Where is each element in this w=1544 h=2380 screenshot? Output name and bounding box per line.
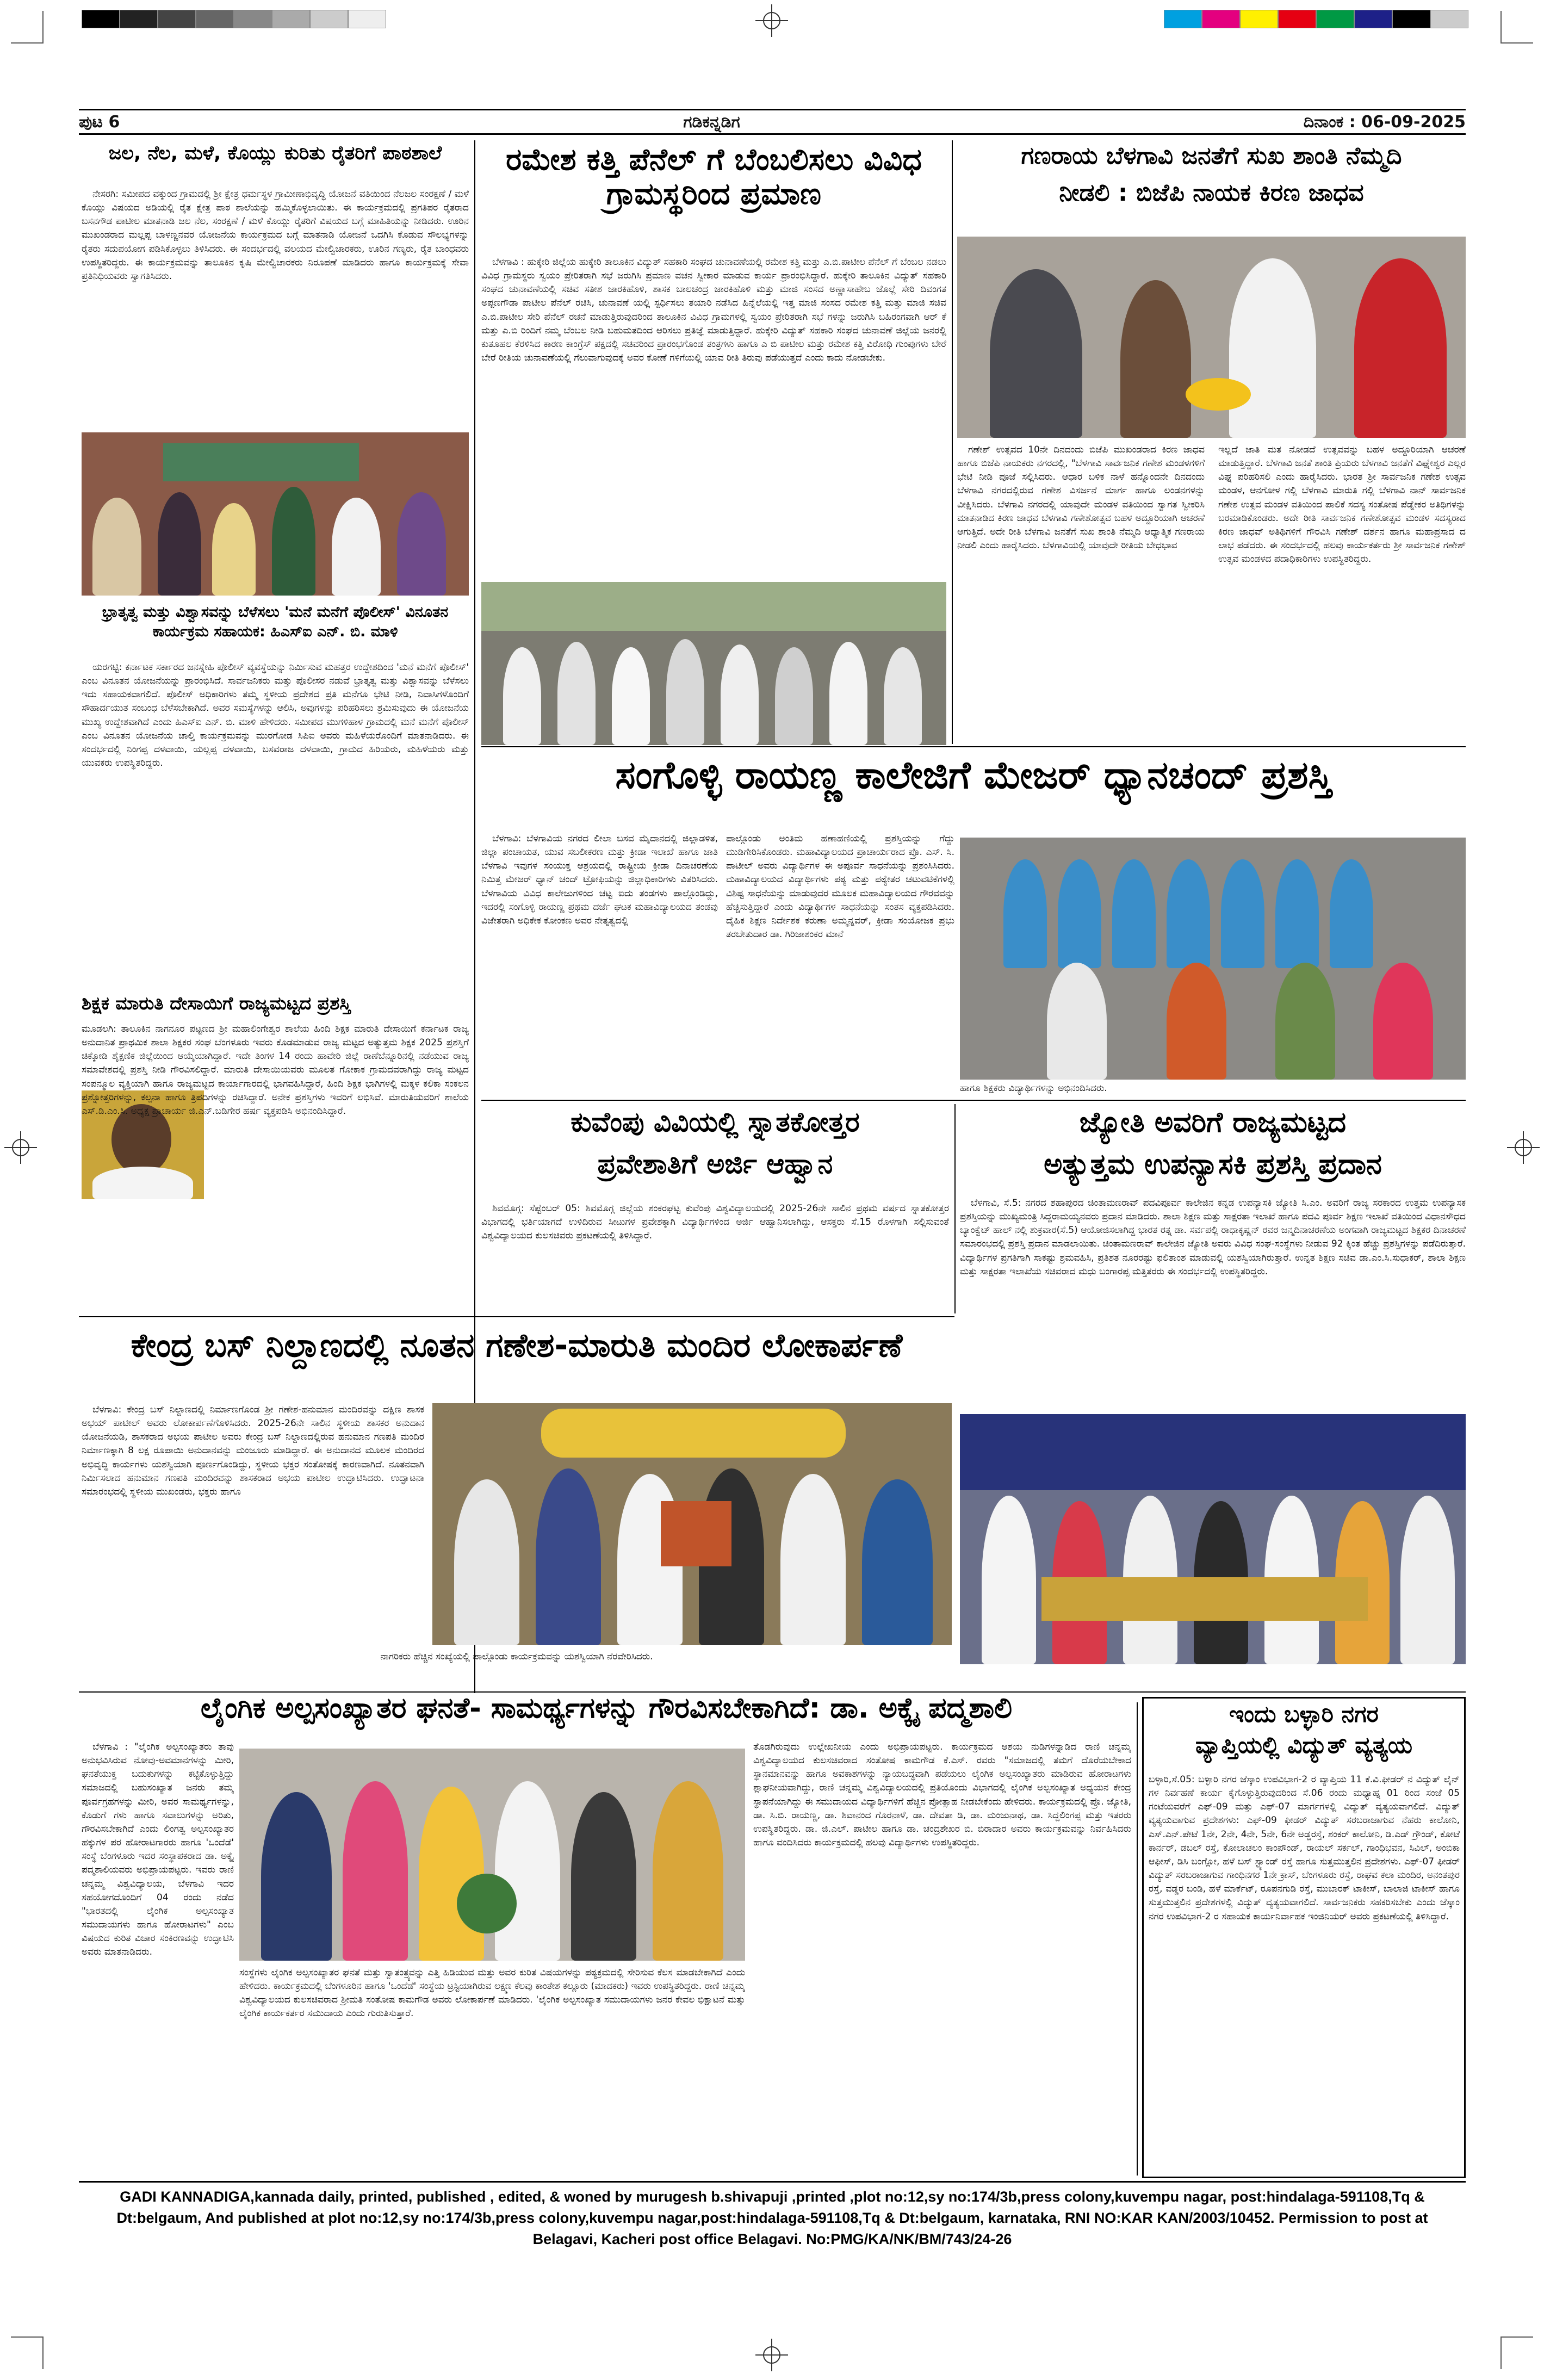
corner-mark-icon (11, 11, 44, 44)
ganaraya-photo (957, 237, 1466, 438)
imprint-line-1: GADI KANNADIGA,kannada daily, printed, published , edited, & woned by murugesh b.shivapuji ,printed ,plot no:12,sy no:174/3b,press colony,kuvempu nagar, post:hindalaga-591108,Tq & (120, 2189, 1425, 2205)
ramesh-headline: ರಮೇಶ ಕತ್ತಿ ಪೆನೆಲ್ ಗೆ ಬೆಂಬಲಿಸಲು ವಿವಿಧ ಗ್ರಾಮಸ್ಥರಿಂದ ಪ್ರಮಾಣ (506, 142, 922, 212)
sangolli-caption: ಹಾಗೂ ಶಿಕ್ಷಕರು ವಿದ್ಯಾರ್ಥಿಗಳನ್ನು ಅಭಿನಂದಿಸಿದರು. (960, 1083, 1107, 1094)
bus-stand-headline: ಕೇಂದ್ರ ಬಸ್ ನಿಲ್ದಾಣದಲ್ಲಿ ನೂತನ ಗಣೇಶ-ಮಾರುತಿ ಮಂದಿರ ಲೋಕಾರ್ಪಣೆ (131, 1327, 903, 1365)
power-cut-headline-line1: ಇಂದು ಬಳ್ಳಾರಿ ನಗರ (1229, 1701, 1379, 1727)
kuvempu-body: ಶಿವಮೊಗ್ಗ: ಸೆಪ್ಟೆಂಬರ್ 05: ಶಿವಮೊಗ್ಗ ಜಿಲ್ಲೆಯ ಶಂಕರಘಟ್ಟ ಕುವೆಂಪು ವಿಶ್ವವಿದ್ಯಾಲಯದಲ್ಲಿ 2025-26ನೇ ಸಾಲಿನ ಪ್ರಥಮ ವರ್ಷದ ಸ್ನಾತಕೋತ್ತರ ವಿಭಾಗದಲ್ಲಿ ಭರ್ತಿಯಾಗದೆ ಉಳಿದಿರುವ ಸೀಟುಗಳ ಪ್ರವೇಶಕ್ಕಾಗಿ ವಿದ್ಯಾರ್ಥಿಗಳಿಂದ ಅರ್ಜಿ ಆಹ್ವಾನಿಸಲಾಗಿದ್ದು, ಆಸಕ್ತರು ಸೆ.15 ರೊಳಗಾಗಿ ಸಲ್ಲಿಸುವಂತೆ ವಿಶ್ವವಿದ್ಯಾಲಯದ ಕುಲಸಚಿವರು ಪ್ರಕಟಣೆಯಲ್ಲಿ ತಿಳಿಸಿದ್ದಾರೆ. (481, 1203, 949, 1242)
column-rule (952, 140, 953, 744)
jyoti-body: ಬೆಳಗಾವಿ, ಸೆ.5: ನಗರದ ಶಹಾಪುರದ ಚಿಂತಾಮಣರಾವ್ ಪದವಿಪೂರ್ವ ಕಾಲೇಜಿನ ಕನ್ನಡ ಉಪನ್ಯಾಸಕಿ ಜ್ಯೋತಿ ಸಿ.ಎಂ. ಅವರಿಗೆ ರಾಜ್ಯ ಸರಕಾರದ ಉತ್ತಮ ಉಪನ್ಯಾಸಕ ಪ್ರಶಸ್ತಿಯನ್ನು ಮುಖ್ಯಮಂತ್ರಿ ಸಿದ್ದರಾಮಯ್ಯನವರು ಪ್ರದಾನ ಮಾಡಿದರು. ಶಾಲಾ ಶಿಕ್ಷಣ ಮತ್ತು ಸಾಕ್ಷರತಾ ಇಲಾಖೆ ಹಾಗೂ ಪದವಿ ಪೂರ್ವ ಶಿಕ್ಷಣ ಇಲಾಖೆ ವತಿಯಿಂದ ವಿಧಾನಸೌಧದ ಬ್ಯಾಂಕ್ವೆಟ್ ಹಾಲ್ ನಲ್ಲಿ ಶುಕ್ರವಾರ(ಸೆ.5) ಆಯೋಜಿಸಲಾಗಿದ್ದ ಭಾರತ ರತ್ನ ಡಾ. ಸರ್ವಪಲ್ಲಿ ರಾಧಾಕೃಷ್ಣನ್ ರವರ ಜನ್ಮದಿನಾಚರಣೆಯ ಅಂಗವಾಗಿ ರಾಜ್ಯಮಟ್ಟದ ಶಿಕ್ಷಕರ ದಿನಾಚರಣೆ ಸಮಾರಂಭದಲ್ಲಿ ಪ್ರಶಸ್ತಿ ಪ್ರದಾನ ಮಾಡಲಾಯಿತು. ಚಿಂತಾಮಣರಾವ್ ಕಾಲೇಜಿನ ಜ್ಯೋತಿ ಅವರು ವಿವಿಧ ಸಂಘ-ಸಂಸ್ಥೆಗಳು ನೀಡುವ 92 ಕ್ಕಿಂತ ಹೆಚ್ಚು ಪ್ರಶಸ್ತಿಗಳನ್ನು ಪಡೆದಿರುತ್ತಾರೆ. ವಿದ್ಯಾರ್ಥಿಗಳ ಪ್ರಗತಿಗಾಗಿ ಸಾಕಷ್ಟು ಶ್ರಮವಹಿಸಿ, ಪ್ರತಿಶತ ನೂರರಷ್ಟು ಫಲಿತಾಂಶ ಮಾಡುವಲ್ಲಿ ಯಶಸ್ವಿಯಾಗಿರುತ್ತಾರೆ. ಉನ್ನತ ಶಿಕ್ಷಣ ಸಚಿವ ಡಾ.ಎಂ.ಸಿ.ಸುಧಾಕರ್, ಶಾಲಾ ಶಿಕ್ಷಣ ಮತ್ತು ಸಾಕ್ಷರತಾ ಇಲಾಖೆಯ ಸಚಿವರಾದ ಮಧು ಬಂಗಾರಪ್ಪ ಮತ್ತಿತರರು ಈ ಸಂದರ್ಭದಲ್ಲಿ ಉಪಸ್ಥಿತರಿದ್ದರು. (960, 1198, 1466, 1277)
ramesh-rally-photo (481, 582, 946, 745)
ganaraya-body-col1: ಗಣೇಶ್ ಉತ್ಸವದ 10ನೇ ದಿನದಂದು ಬಿಜೆಪಿ ಮುಖಂಡರಾದ ಕಿರಣ ಜಾಧವ ಹಾಗೂ ಬಿಜೆಪಿ ನಾಯಕರು ನಗರದಲ್ಲಿ, "ಬೆಳಗಾವಿ ಸಾರ್ವಜನಿಕ ಗಣೇಶ ಮಂಡಳಗಳಿಗೆ ಭೇಟಿ ನೀಡಿ ಪೂಜೆ ಸಲ್ಲಿಸಿದರು. ಆಧಾರ ಬಳಿಕ ನಾಳೆ ಹನ್ನೊಂದನೇ ದಿನದಂದು ಬೆಳಗಾವಿ ನಗರದಲ್ಲಿರುವ ಗಣೇಶ ವಿಸರ್ಜನೆ ಮಾರ್ಗ ಹಾಗೂ ಲಂಡನಗಳನ್ನು ವೀಕ್ಷಿಸಿದರು. ಬೆಳಗಾವಿ ನಗರದಲ್ಲಿ ಯಾವುದೇ ಮಂಡಳ ವತಿಯಿಂದ ಸ್ವಾಗತ ಸ್ವೀಕರಿಸಿ ಮಾತನಾಡಿದ ಕಿರಣ ಜಾಧವ ಬೆಳಗಾವಿ ಗಣೇಶೋತ್ಸವ ಬಹಳ ಅದ್ದೂರಿಯಾಗಿ ಆಚರಣೆ ಆಗುತ್ತಿದೆ. ಅದೇ ರೀತಿ ಬೆಳಗಾವಿ ಜನತೆಗೆ ಸುಖ ಶಾಂತಿ ನೆಮ್ಮದಿ ಆಧ್ಯಾತ್ಮಿಕ ಗಣರಾಯ ನೀಡಲಿ ಎಂದು ಹಾರೈಸಿದರು. ಬೆಳಗಾವಿಯಲ್ಲಿ ಯಾವುದೇ ರೀತಿಯ ಬೇಧಭಾವ (957, 444, 1205, 551)
imprint-block (82, 2186, 1463, 2250)
sangolli-body-col1: ಬೆಳಗಾವಿ: ಬೆಳಗಾವಿಯ ನಗರದ ಲೀಲಾ ಬಸವ ಮೈದಾನದಲ್ಲಿ ಜಿಲ್ಲಾಡಳಿತ, ಜಿಲ್ಲಾ ಪಂಚಾಯತ, ಯುವ ಸಬಲೀಕರಣ ಮತ್ತು ಕ್ರೀಡಾ ಇಲಾಖೆ ಹಾಗೂ ಜಾತಿ ಬೆಳಗಾವಿ ಇವುಗಳ ಸಂಯುಕ್ತ ಆಶ್ರಯದಲ್ಲಿ ರಾಷ್ಟ್ರೀಯ ಕ್ರೀಡಾ ದಿನಾಚರಣೆಯ ನಿಮಿತ್ತ ಮೇಜರ್ ಧ್ಯಾನ್ ಚಂದ್ ಟ್ರೋಫಿಯನ್ನು ಜಿಲ್ಲಾಧಿಕಾರಿಗಳು ವಿತರಿಸಿದರು. ಬೆಳಗಾವಿಯ ವಿವಿಧ ಕಾಲೇಜುಗಳಿಂದ ಚಟ್ಟ ಐದು ತಂಡಗಳು ಪಾಲ್ಗೊಂಡಿದ್ದು, ಇದರಲ್ಲಿ ಸಂಗೊಳ್ಳಿ ರಾಯಣ್ಣ ಪ್ರಥಮ ದರ್ಜೆ ಘಟಕ ಮಹಾವಿದ್ಯಾಲಯದ ತಂಡವು ವಿಜೇತರಾಗಿ ಅಧಿಕೇಕ ಕೋಂಕಣ ಅವರ ನೇತೃತ್ವದಲ್ಲಿ (481, 833, 718, 926)
sexual-minority-body-col1: ಬೆಳಗಾವಿ : "ಲೈಂಗಿಕ ಅಲ್ಪಸಂಖ್ಯಾತರು ತಾವು ಅನುಭವಿಸಿರುವ ನೋವು-ಅವಮಾನಗಳನ್ನು ಮೀರಿ, ಘನತೆಯುಕ್ತ ಬದುಕುಗಳನ್ನು ಕಟ್ಟಿಕೊಳ್ಳುತ್ತಿದ್ದು ಸಮಾಜದಲ್ಲಿ ಬಹುಸಂಖ್ಯಾತ ಜನರು ತಮ್ಮ ಪೂರ್ವಗ್ರಹಗಳನ್ನು ಮೀರಿ, ಅವರ ಸಾಮರ್ಥ್ಯಗಳನ್ನು, ಕೊಡುಗೆ ಗಳು ಹಾಗೂ ಸವಾಲುಗಳನ್ನು ಅರಿತು, ಗೌರವಿಸಬೇಕಾಗಿದೆ ಎಂದು ಲಿಂಗತ್ವ ಅಲ್ಪಸಂಖ್ಯಾತರ ಹಕ್ಕುಗಳ ಪರ ಹೋರಾಟಗಾರರು ಹಾಗೂ 'ಒಂದೆಡೆ' ಸಂಸ್ಥೆ ಬೆಂಗಳೂರು ಇದರ ಸಂಸ್ಥಾಪಕರಾದ ಡಾ. ಅಕ್ಕೈ ಪದ್ಮಶಾಲಿಯವರು ಅಭಿಪ್ರಾಯಪಟ್ಟರು. ಇವರು ರಾಣಿ ಚನ್ನಮ್ಮ ವಿಶ್ವವಿದ್ಯಾಲಯ, ಬೆಳಗಾವಿ ಇದರ ಸಹಯೋಗದೊಂದಿಗೆ 04 ರಂದು ನಡೆದ "ಭಾರತದಲ್ಲಿ ಲೈಂಗಿಕ ಅಲ್ಪಸಂಖ್ಯಾತ ಸಮುದಾಯಗಳು ಹಾಗೂ ಹೋರಾಟಗಳು" ಎಂಬ ವಿಷಯದ ಕುರಿತ ವಿಚಾರ ಸಂಕಿರಣವನ್ನು ಉದ್ಘಾಟಿಸಿ ಅವರು ಮಾತನಾಡಿದರು. (82, 1741, 234, 1958)
column-rule (954, 1104, 956, 1313)
right-crosshair-icon (1507, 1131, 1540, 1164)
page-header (79, 109, 1466, 135)
sexual-minority-body-col3: ತೊಡಗಿರುವುದು ಉಲ್ಲೇಖನೀಯ ಎಂದು ಅಭಿಪ್ರಾಯಪಟ್ಟರು. ಕಾರ್ಯಕ್ರಮದ ಆಶಯ ನುಡಿಗಳನ್ನಾಡಿದ ರಾಣಿ ಚನ್ನಮ್ಮ ವಿಶ್ವವಿದ್ಯಾಲಯದ ಕುಲಸಚಿವರಾದ ಸಂತೋಷ ಕಾಮಗೌಡ ಕೆ.ಎಸ್. ರವರು "ಸಮಾಜದಲ್ಲಿ ತಮಗೆ ದೊರೆಯಬೇಕಾದ ಸ್ಥಾನಮಾನವನ್ನು ಹಾಗೂ ಅವಕಾಶಗಳನ್ನು ನ್ಯಾಯಬದ್ಧವಾಗಿ ಪಡೆಯಲು ಲೈಂಗಿಕ ಅಲ್ಪಸಂಖ್ಯಾತರು ಮಾಡಿರುವ ಹೋರಾಟಗಳು ಶ್ಲಾಘನೀಯವಾಗಿದ್ದು, ರಾಣಿ ಚನ್ನಮ್ಮ ವಿಶ್ವವಿದ್ಯಾಲಯದಲ್ಲಿ ಪ್ರತಿಯೊಂದು ವಿಭಾಗದಲ್ಲಿ ಲೈಂಗಿಕ ಅಲ್ಪಸಂಖ್ಯಾತ ಅಧ್ಯಯನ ಕೇಂದ್ರ ಸ್ಥಾಪನೆಯಾಗಿದ್ದು ಈ ಸಮುದಾಯದ ವಿದ್ಯಾರ್ಥಿಗಳಿಗೆ ಹೆಚ್ಚಿನ ಪ್ರೋತ್ಸಾಹ ನೀಡಬೇಕೆಂದು ಹೇಳಿದರು. ಕಾರ್ಯಕ್ರಮದಲ್ಲಿ ಪ್ರೊ. ಜ್ಯೋತಿ, ಡಾ. ಸಿ.ಬಿ. ರಾಯಣ್ಣ, ಡಾ. ಶಿವಾನಂದ ಗೊರನಾಳೆ, ಡಾ. ದೇವತಾ ಡಿ, ಡಾ. ಮಂಜುನಾಥ, ಡಾ. ಸಿದ್ದಲಿಂಗಪ್ಪ ಮತ್ತು ಇತರರು ಉಪಸ್ಥಿತರಿದ್ದರು. ಡಾ. ಜಿ.ಎಲ್. ಪಾಟೀಲ ಹಾಗೂ ಡಾ. ಚಂದ್ರಶೇಖರ ಬಿ. ಬಿರಾದಾರ ಅವರು ಕಾರ್ಯಕ್ರಮವನ್ನು ನಿರ್ವಹಿಸಿದರು ಹಾಗೂ ವಂದಿಸಿದರು ಕಾರ್ಯಕ್ರಮದಲ್ಲಿ ಹಲವು ವಿದ್ಯಾರ್ಥಿಗಳು ಉಪಸ್ಥಿತರಿದ್ದರು. (753, 1741, 1131, 1849)
jyoti-headline-line2: ಅತ್ಯುತ್ತಮ ಉಪನ್ಯಾಸಕಿ ಪ್ರಶಸ್ತಿ ಪ್ರದಾನ (1044, 1148, 1382, 1181)
imprint-line-2: Dt:belgaum, And published at plot no:12,sy no:174/3b,press colony,kuvempu nagar,post:hindalaga-591108,Tq & Dt:belgaum, karnataka, RNI NO:KAR KAN/2003/10452. Permission to post at (116, 2210, 1428, 2227)
teacher-body: ಮೂಡಲಗಿ: ತಾಲೂಕಿನ ನಾಗನೂರ ಪಟ್ಟಣದ ಶ್ರೀ ಮಹಾಲಿಂಗೇಶ್ವರ ಶಾಲೆಯ ಹಿಂದಿ ಶಿಕ್ಷಕ ಮಾರುತಿ ದೇಸಾಯಿಗೆ ಕರ್ನಾಟಕ ರಾಜ್ಯ ಅನುದಾನಿತ ಪ್ರಾಥಮಿಕ ಶಾಲಾ ಶಿಕ್ಷಕರ ಸಂಘ ಬೆಂಗಳೂರು ಇವರು ಕೊಡಮಾಡುವ ರಾಜ್ಯ ಮಟ್ಟದ ಅತ್ಯುತ್ತಮ ಶಿಕ್ಷಕ 2025 ಪ್ರಶಸ್ತಿಗೆ ಚಿಕ್ಕೋಡಿ ಶೈಕ್ಷಣಿಕ ಜಿಲ್ಲೆಯಿಂದ ಆಯ್ಕೆಯಾಗಿದ್ದಾರೆ. ಇದೇ ತಿಂಗಳ 14 ರಂದು ಹಾವೇರಿ ಜಿಲ್ಲೆ ರಾಣೆಬೆನ್ನೂರಿನಲ್ಲಿ ನಡೆಯುವ ರಾಜ್ಯ ಸಮಾವೇಶದಲ್ಲಿ ಪ್ರಶಸ್ತಿ ನೀಡಿ ಗೌರವಿಸಲಿದ್ದಾರೆ. ಮಾರುತಿ ದೇಸಾಯಿಯವರು ಮೂಲತ ಗೋಕಾಕ ಗ್ರಾಮದವರಾಗಿದ್ದು ರಾಜ್ಯ ಮಟ್ಟದ ಸಂಪನ್ಮೂಲ ವ್ಯಕ್ತಿಯಾಗಿ ಹಾಗೂ ರಾಜ್ಯಮಟ್ಟದ ಕಾರ್ಯಾಗಾರದಲ್ಲಿ ಭಾಗವಹಿಸಿದ್ದಾರೆ, ಹಿಂದಿ ಶಿಕ್ಷಕ ಭಾಗಿಗಳಲ್ಲಿ ಮಕ್ಕಳ ಕಲಿಕಾ ಸಂಕಲನ ಪ್ರಶ್ನೋತ್ತರಿಗಳನ್ನು, ಕಲ್ಪನಾ ಹಾಗೂ ತ್ರಿಪದಿಗಳನ್ನು ರಚಿಸಿದ್ದಾರೆ. ಅನೇಕ ಪ್ರಶಸ್ತಿಗಳು ಇವರಿಗೆ ಲಭಿಸಿವೆ. ಮಾರುತಿಯವರಿಗೆ ಶಾಲೆಯ ಎಸ್.ಡಿ.ಎಂ.ಸಿ. ಅಧ್ಯಕ್ಷ ಪ್ರಾಚಾರ್ಯ ಜಿ.ಎನ್.ಬಡಿಗೇರ ಹರ್ಷ ವ್ಯಕ್ತಪಡಿಸಿ ಅಭಿನಂದಿಸಿದ್ದಾರೆ. (82, 1024, 469, 1117)
kuvempu-headline-line2: ಪ್ರವೇಶಾತಿಗೆ ಅರ್ಜಿ ಆಹ್ವಾನ (597, 1148, 833, 1180)
color-register-bar (1164, 10, 1468, 28)
sangolli-headline: ಸಂಗೊಳ್ಳಿ ರಾಯಣ್ಣ ಕಾಲೇಜಿಗೆ ಮೇಜರ್ ಧ್ಯಾನಚಂದ್ ಪ್ರಶಸ್ತಿ (615, 753, 1332, 797)
corner-mark-icon (1500, 11, 1533, 44)
left-crosshair-icon (4, 1131, 37, 1164)
police-headline: ಭ್ರಾತೃತ್ವ ಮತ್ತು ವಿಶ್ವಾಸವನ್ನು ಬೆಳೆಸಲು 'ಮನೆ ಮನೆಗೆ ಪೊಲೀಸ್' ವಿನೂತನ ಕಾರ್ಯಕ್ರಮ ಸಹಾಯಕ: ಹಿಎಸ್ಐ ಎನ್. ಬಿ. ಮಾಳಿ (102, 604, 449, 641)
ganaraya-body-col2: ಇಲ್ಲದೆ ಜಾತಿ ಮತ ನೋಡದೆ ಉತ್ಸವವನ್ನು ಬಹಳ ಅದ್ದೂರಿಯಾಗಿ ಆಚರಣೆ ಮಾಡುತ್ತಿದ್ದಾರೆ. ಬೆಳಗಾವಿ ಜನತೆ ಶಾಂತಿ ಪ್ರಿಯರು ಬೆಳಗಾವಿ ಜನತೆಗೆ ವಿಘ್ನೇಶ್ವರ ಎಲ್ಲರ ವಿಘ್ನ ಪರಿಹರಿಸಲಿ ಎಂದು ಹಾರೈಸಿದರು. ಭಾರತ ಶ್ರೀ ಸಾರ್ವಜನಿಕ ಗಣೇಶ ಉತ್ಸವ ಮಂಡಳ, ಆನಗೋಳ ಗಲ್ಲಿ ಬೆಳಗಾವಿ ಮಾರುತಿ ಗಲ್ಲಿ ಬೆಳಗಾವಿ ನಾನ್ ಸಾರ್ವಜನಿಕ ಗಣೇಶ ಉತ್ಸವ ಮಂಡಳ ವತಿಯಿಂದ ಪಾಲಿಕೆ ಸದಸ್ಯ ಸಂತೋಷ ಪೆಡ್ನೇಕರ ಅತಿಥಿಗಳನ್ನು ಬರಮಾಡಿಕೊಂಡರು. ಅದೇ ರೀತಿ ಸಾರ್ವಜನಿಕ ಗಣೇಶೋತ್ಸವ ಮಂಡಳ ಸದಸ್ಯರಾದ ಕಿರಣ ಜಾಧವ್ ಅತಿಥಿಗಳಿಗೆ ಗೌರವಿಸಿ ಗಣೇಶ್ ದರ್ಶನ ಹಾಗೂ ಮಹಾಪ್ರಸಾದ ದ ಲಾಭ ಪಡೆದರು. ಈ ಸಂದರ್ಭದಲ್ಲಿ ಹಲವು ಕಾರ್ಯಕರ್ತರು ಶ್ರೀ ಸಾರ್ವಜನಿಕ ಗಣೇಶ್ ಉತ್ಸವ ಮಂಡಳದ ಪದಾಧಿಕಾರಿಗಳು ಉಪಸ್ಥಿತರಿದ್ದರು. (1218, 444, 1466, 565)
water-school-photo (82, 432, 469, 596)
corner-mark-icon (1500, 2336, 1533, 2369)
page-number: ಪುಟ 6 (79, 112, 120, 132)
section-rule (481, 746, 1466, 747)
ramesh-body: ಬೆಳಗಾವಿ : ಹುಕ್ಕೇರಿ ಜಿಲ್ಲೆಯ ಹುಕ್ಕೇರಿ ತಾಲೂಕಿನ ವಿದ್ಯುತ್ ಸಹಕಾರಿ ಸಂಘದ ಚುನಾವಣೆಯಲ್ಲಿ ರಮೇಶ ಕತ್ತಿ ಮತ್ತು ಎ.ಬಿ.ಪಾಟೀಲ ಪೆನೆಲ್ ಗೆ ಬೆಂಬಲ ನಡಲು ವಿವಿಧ ಗ್ರಾಮಸ್ಥರು ಸ್ವಯಂ ಪ್ರೇರಿತರಾಗಿ ಸಭೆ ಜರುಗಿಸಿ ಪ್ರಮಾಣ ವಚನ ಸ್ವೀಕಾರ ಮಾಡುವ ಕಾರ್ಯ ಪ್ರಾರಂಭಿಸಿದ್ದಾರೆ. ಹುಕ್ಕೇರಿ ತಾಲೂಕಿನ ವಿದ್ಯುತ್ ಸಹಕಾರಿ ಸಂಘದ ಚುನಾವಣೆಯಲ್ಲಿ ಸಚಿವ ಸತೀಶ ಜಾರಕಿಹೊಳಿ, ಶಾಸಕ ಬಾಲಚಂದ್ರ ಜಾರಕಿಹೊಳಿ ಮತ್ತು ಮಾಜಿ ಸಂಸದ ಅಣ್ಣಾಸಾಹೇಬ ಜೊಲ್ಲೆ ಸೇರಿ ದಿವಂಗತ ಅಪ್ಪಣಗೌಡಾ ಪಾಟೀಲ ಪೆನೆಲ್ ರಚಿಸಿ, ಚುನಾವಣೆ ಯಲ್ಲಿ ಸ್ಪರ್ಧಿಸಲು ತಯಾರಿ ನಡೆಸಿದ ಹಿನ್ನೆಲೆಯಲ್ಲಿ ಇತ್ತ ಮಾಜಿ ಸಂಸದ ರಮೇಶ ಕತ್ತಿ ಮತ್ತು ಮಾಜಿ ಸಚಿವ ಎ.ಬಿ.ಪಾಟೀಲ ಸೇರಿ ಪೆನೆಲ್ ರಚನೆ ಮಾಡುತ್ತಿರುವುದರಿಂದ ತಾಲೂಕಿನ ವಿವಿಧ ಗ್ರಾಮಗಳಲ್ಲಿ ಸ್ವಯಂ ಪ್ರೇರಿತರಾಗಿ ಸಭೆ ಗಳನ್ನು ಜರುಗಿಸಿ ಬಹಿರಂಗವಾಗಿ ಆರ್ ಕೆ ಮತ್ತು ಎ.ಬಿ ರಿಂದಿಗೆ ನಮ್ಮ ಬೆಂಬಲ ನೀಡಿ ಬಹುಮತದಿಂದ ಆರಿಸಲು ಪ್ರತಿಜ್ಞೆ ಮಾಡುತ್ತಿದ್ದಾರೆ. ಹುಕ್ಕೇರಿ ವಿದ್ಯುತ್ ಸಹಕಾರಿ ಸಂಘದ ಚುನಾವಣೆ ಜಿಲ್ಲೆಯ ಜನರಲ್ಲಿ ಕುತೂಹಲ ಕೆರಳಿಸಿದ ಕಾರಣ ಕಾಂಗ್ರೆಸ್ ಪಕ್ಷದಲ್ಲಿ ಸಚಿವರಿಂದ ಪ್ರಾರಂಭಗೊಂಡ ತಂತ್ರಗಳು ಹಾಗೂ ಎ ಬಿ ಪಾಟೀಲ ಮತ್ತು ರಮೇಶ ಕತ್ತಿ ವಿರೋಧಿ ಗುಂಪುಗಳು ಬೇರೆ ಬೇರೆ ರೀತಿಯ ಚುನಾವಣೆಯಲ್ಲಿ ಗೆಲುವಾಗುವುದಕ್ಕೆ ಅವರ ಕೋಣೆ ಗಳಿಗೆಯಲ್ಲಿ ಯಾವ ರೀತಿ ತಿರುವು ಪಡೆಯುತ್ತದೆ ಎಂದು ಕಾದು ನೋಡಬೇಕು. (481, 257, 946, 364)
issue-date: ದಿನಾಂಕ : 06-09-2025 (1303, 112, 1466, 132)
ganaraya-headline-line1: ಗಣರಾಯ ಬೆಳಗಾವಿ ಜನತೆಗೆ ಸುಖ ಶಾಂತಿ ನೆಮ್ಮದಿ (1021, 142, 1402, 170)
bus-stand-inauguration-photo (432, 1403, 952, 1645)
paper-name: ಗಡಿಕನ್ನಡಿಗ (683, 112, 740, 132)
water-school-headline: ಜಲ, ನೆಲ, ಮಳೆ, ಕೊಯ್ಲು ಕುರಿತು ರೈತರಿಗೆ ಪಾಠಶಾಲೆ (108, 142, 442, 164)
bus-stand-caption: ನಾಗರಿಕರು ಹೆಚ್ಚಿನ ಸಂಖ್ಯೆಯಲ್ಲಿ ಪಾಲ್ಗೊಂಡು ಕಾರ್ಯಕ್ರಮವನ್ನು ಯಶಸ್ವಿಯಾಗಿ ನೆರವೇರಿಸಿದರು. (380, 1651, 653, 1662)
water-school-body: ನೇಸರಗಿ: ಸಮೀಪದ ವಕ್ಕುಂದ ಗ್ರಾಮದಲ್ಲಿ ಶ್ರೀ ಕ್ಷೇತ್ರ ಧರ್ಮಸ್ಥಳ ಗ್ರಾಮೀಣಾಭಿವೃದ್ಧಿ ಯೋಜನೆ ವತಿಯಿಂದ ನೆಲಜಲ ಸಂರಕ್ಷಣೆ / ಮಳೆ ಕೊಯ್ಲು ವಿಷಯದ ಅಡಿಯಲ್ಲಿ ರೈತ ಕ್ಷೇತ್ರ ಪಾಠ ಶಾಲೆಯನ್ನು ಹಮ್ಮಿಕೊಳ್ಳಲಾಯಿತು. ಈ ಕಾರ್ಯಕ್ರಮದಲ್ಲಿ ಪ್ರಗತಿಪರ ರೈತರಾದ ಬಸನಗೌಡ ಪಾಟೀಲ ಮಾತನಾಡಿ ಜಲ ನೆಲ, ಸಂರಕ್ಷಣೆ / ಮಳೆ ಕೊಯ್ಲು ರೈತರಿಗೆ ವಿಷಯದ ಬಗ್ಗೆ ಮಾಹಿತಿಯನ್ನು ನೀಡಿದರು. ಊರಿನ ಮುಖಂಡರಾದ ಮಲ್ಲಪ್ಪ ಬಾಳಣ್ಣನವರ ಯೋಜನೆಯ ಕಾರ್ಯಕ್ರಮದ ಬಗ್ಗೆ ಮಾತನಾಡಿ ಯೋಜನೆ ಒದಗಿಸಿ ಕೊಡುವ ಸೌಲಭ್ಯಗಳನ್ನು ರೈತರು ಸದುಪಯೋಗ ಪಡಿಸಿಕೊಳ್ಳಲು ತಿಳಿಸಿದರು. ಈ ಸಂದರ್ಭದಲ್ಲಿ ವಲಯದ ಮೇಲ್ವಿಚಾರಕರು, ಊರಿನ ಗಣ್ಯರು, ರೈತ ಬಾಂಧವರು ಉಪಸ್ಥಿತರಿದ್ದರು. ಈ ಕಾರ್ಯಕ್ರಮವನ್ನು ತಾಲೂಕಿನ ಕೃಷಿ ಮೇಲ್ವಿಚಾರಕರು ನಿರೂಪಣೆ ಮಾಡಿದರು ಹಾಗೂ ಕಾರ್ಯಕ್ರಮಕ್ಕೆ ಸೇವಾ ಪ್ರತಿನಿಧಿಯವರು ಸ್ವಾಗತಿಸಿದರು. (82, 189, 469, 282)
jyoti-headline-line1: ಜ್ಯೋತಿ ಅವರಿಗೆ ರಾಜ್ಯಮಟ್ಟದ (1079, 1106, 1347, 1139)
section-rule (79, 1316, 954, 1317)
column-rule (1137, 1702, 1138, 2176)
corner-mark-icon (11, 2336, 44, 2369)
power-cut-headline-line2: ವ್ಯಾಪ್ತಿಯಲ್ಲಿ ವಿದ್ಯುತ್ ವ್ಯತ್ಯಯ (1195, 1732, 1413, 1758)
sexual-minority-headline: ಲೈಂಗಿಕ ಅಲ್ಪಸಂಖ್ಯಾತರ ಘನತೆ- ಸಾಮರ್ಥ್ಯಗಳನ್ನು ಗೌರವಿಸಬೇಕಾಗಿದೆ: ಡಾ. ಅಕ್ಕೈ ಪದ್ಮಶಾಲಿ (200, 1692, 1013, 1725)
grayscale-register-bar (82, 10, 386, 28)
sangolli-body-col2: ಪಾಲ್ಗೊಂಡು ಅಂತಿಮ ಹಣಾಹಣಿಯಲ್ಲಿ ಪ್ರಶಸ್ತಿಯನ್ನು ಗೆದ್ದು ಮುಡಿಗೇರಿಸಿಕೊಂಡರು. ಮಹಾವಿದ್ಯಾಲಯದ ಪ್ರಾಚಾರ್ಯರಾದ ಪ್ರೊ. ಎಸ್. ಸಿ. ಪಾಟೀಲ್ ಅವರು ವಿದ್ಯಾರ್ಥಿಗಳ ಈ ಅಪೂರ್ವ ಸಾಧನೆಯನ್ನು ಪ್ರಶಂಸಿಸಿದರು. ಮಹಾವಿದ್ಯಾಲಯದ ವಿದ್ಯಾರ್ಥಿಗಳು ಪಠ್ಯ ಮತ್ತು ಪಠ್ಯೇತರ ಚಟುವಟಿಕೆಗಳಲ್ಲಿ ವಿಶಿಷ್ಟ ಸಾಧನೆಯನ್ನು ಮಾಡುವುದರ ಮೂಲಕ ಮಹಾವಿದ್ಯಾಲಯದ ಗೌರವವನ್ನು ಹೆಚ್ಚಿಸುತ್ತಿದ್ದಾರೆ ಎಂದು ವಿದ್ಯಾರ್ಥಿಗಳ ಸಾಧನೆಯನ್ನು ಸಂತಸ ವ್ಯಕ್ತಪಡಿಸಿದರು. ದೈಹಿಕ ಶಿಕ್ಷಣ ನಿರ್ದೇಶಕ ಕರುಣಾ ಅಮ್ಮನ್ನವರ್, ಕ್ರೀಡಾ ಸಂಯೋಜಕ ಪ್ರಭು ತರಬೇತುದಾರ ಡಾ. ಗಿರಿಜಾಶಂಕರ ಮಾನೆ (726, 833, 954, 940)
sexual-minority-body-col2: ಸಂಸ್ಥೆಗಳು ಲೈಂಗಿಕ ಅಲ್ಪಸಂಖ್ಯಾತರ ಘನತೆ ಮತ್ತು ಸ್ವಾತಂತ್ರ್ಯವನ್ನು ಎತ್ತಿ ಹಿಡಿಯುವ ಮತ್ತು ಅವರ ಕುರಿತ ವಿಷಯಗಳನ್ನು ಪಠ್ಯಕ್ರಮದಲ್ಲಿ ಸೇರಿಸುವ ಕೆಲಸ ಮಾಡಬೇಕಾಗಿದೆ ಎಂದು ಹೇಳಿದರು. ಕಾರ್ಯಕ್ರಮದಲ್ಲಿ ಬೆಂಗಳೂರಿನ ಹಾಗೂ 'ಒಂದೆಡೆ' ಸಂಸ್ಥೆಯ ಟ್ರಸ್ಟಿಯಾಗಿರುವ ಲಕ್ಷ್ಮಣ ಕೆಲವು ಕಾಂತೇಶ ಕಲ್ಲೂರು (ಮಾದಕರು) ಇವರು ಉಪಸ್ಥಿತರಿದ್ದರು. ರಾಣಿ ಚನ್ನಮ್ಮ ವಿಶ್ವವಿದ್ಯಾಲಯದ ಕುಲಸಚಿವರಾದ ಶ್ರೀಮತಿ ಸಂತೋಷ ಕಾಮಗೌಡ ಅವರು ಲೋಕಾರ್ಪಣೆ ಮಾಡಿದರು. 'ಲೈಂಗಿಕ ಅಲ್ಪಸಂಖ್ಯಾತ ಸಮುದಾಯಗಳು ಜನರ ಕೇವಲ ಭಿಕ್ಷಾಟನೆ ಮತ್ತು ಲೈಂಗಿಕ ಕಾರ್ಯಕರ್ತರ ಸಮುದಾಯ ಎಂದು ಗುರುತಿಸುತ್ತಾರೆ. (239, 1967, 745, 2019)
power-cut-body: ಬಳ್ಳಾರಿ,ಸೆ.05: ಬಳ್ಳಾರಿ ನಗರ ಜೆಸ್ಕಾಂ ಉಪವಿಭಾಗ-2 ರ ವ್ಯಾಪ್ತಿಯ 11 ಕೆ.ವಿ.ಫೀಡರ್ ನ ವಿದ್ಯುತ್ ಲೈನ್ ಗಳ ನಿರ್ವಹಣೆ ಕಾರ್ಯ ಕೈಗೊಳ್ಳುತ್ತಿರುವುದರಿಂದ ಸೆ.06 ರಂದು ಮಧ್ಯಾಹ್ನ 01 ರಿಂದ ಸಂಜೆ 05 ಗಂಟೆಯವರೆಗೆ ಎಫ್-09 ಮತ್ತು ಎಫ್-07 ಮಾರ್ಗಗಳಲ್ಲಿ ವಿದ್ಯುತ್ ವ್ಯತ್ಯಯವಾಗಲಿದೆ. ವಿದ್ಯುತ್ ವ್ಯತ್ಯಯವಾಗುವ ಪ್ರದೇಶಗಳು: ಎಫ್-09 ಫೀಡರ್ ವಿದ್ಯುತ್ ಸರಬರಾಜಾಗುವ ನೆಹರು ಕಾಲೋನಿ, ಎಸ್.ಎನ್.ಪೇಟೆ 1ನೇ, 2ನೇ, 4ನೇ, 5ನೇ, 6ನೇ ಅಡ್ಡರಸ್ತೆ, ಶಂಕರ್ ಕಾಲೋನಿ, ಡಿ.ಎಡ್ ಗ್ರೌಂಡ್, ಕೋಟೆ ಕಾರ್ನರ್, ಡಬಲ್ ರಸ್ತೆ, ಕೋಲಾಚಲಂ ಕಾಂಪೌಂಡ್, ರಾಯಲ್ ಸರ್ಕಲ್, ಗಾಂಧಿಭವನ, ಸಿವಿಲ್, ಅಂಬಿಕಾ ಆಫೀಸ್, ಡಿಸಿ ಬಂಗ್ಲೋ, ಹಳೆ ಬಸ್ ಸ್ಟ್ಯಾಂಡ್ ರಸ್ತೆ ಹಾಗೂ ಸುತ್ತಮುತ್ತಲಿನ ಪ್ರದೇಶಗಳು. ಎಫ್-07 ಫೀಡರ್ ವಿದ್ಯುತ್ ಸರಬರಾಜಾಗುವ ಗಾಂಧಿನಗರ 1ನೇ ಕ್ರಾಸ್, ಬೆಂಗಳೂರು ರಸ್ತೆ, ರಾಘವ ಕಲಾ ಮಂದಿರ, ಅನಂತಪುರ ರಸ್ತೆ, ವಡ್ಡರ ಬಂಡಿ, ಹಳೆ ಮಾರ್ಕೆಟ್, ರೂಪನಗುಡಿ ರಸ್ತೆ, ಮುಬಾರಕ್ ಟಾಕೀಸ್, ಬಾಲಾಜಿ ಟಾಕೀಸ್ ಹಾಗೂ ಸುತ್ತಮುತ್ತಲಿನ ಪ್ರದೇಶಗಳಲ್ಲಿ ವಿದ್ಯುತ್ ವ್ಯತ್ಯಯವಾಗಲಿದೆ. ಸಾರ್ವಜನಿಕರು ಸಹಕರಿಸಬೇಕು ಎಂದು ಜೆಸ್ಕಾಂ ನಗರ ಉಪವಿಭಾಗ-2 ರ ಸಹಾಯಕ ಕಾರ್ಯನಿರ್ವಾಹಕ ಇಂಜಿನಿಯರ್ ಅವರು ಪ್ರಕಟಣೆಯಲ್ಲಿ ತಿಳಿಸಿದ್ದಾರೆ. (1149, 1774, 1460, 1922)
bottom-crosshair-icon (755, 2339, 788, 2371)
top-crosshair-icon (755, 4, 788, 37)
sexual-minority-seminar-photo (239, 1749, 745, 1961)
police-body: ಯರಗಟ್ಟಿ: ಕರ್ನಾಟಕ ಸರ್ಕಾರದ ಜನಸ್ನೇಹಿ ಪೊಲೀಸ್ ವ್ಯವಸ್ಥೆಯನ್ನು ನಿರ್ಮಿಸುವ ಮಹತ್ತರ ಉದ್ದೇಶದಿಂದ 'ಮನೆ ಮನೆಗೆ ಪೊಲೀಸ್' ಎಂಬ ವಿನೂತನ ಯೋಜನೆಯನ್ನು ಪ್ರಾರಂಭಿಸಿದೆ. ಸಾರ್ವಜನಿಕರು ಮತ್ತು ಪೊಲೀಸರ ನಡುವೆ ಭ್ರಾತೃತ್ವ ಮತ್ತು ವಿಶ್ವಾಸವನ್ನು ಬೆಳೆಸಲು ಇದು ಸಹಾಯಕವಾಗಲಿದೆ. ಪೊಲೀಸ್ ಅಧಿಕಾರಿಗಳು ತಮ್ಮ ಸ್ಥಳೀಯ ಪ್ರದೇಶದ ಪ್ರತಿ ಮನೆಗೂ ಭೇಟಿ ನೀಡಿ, ನಿವಾಸಿಗಳೊಂದಿಗೆ ಸೌಹಾರ್ದಯುತ ಸಂಬಂಧ ಬೆಳೆಸಬೇಕಾಗಿದೆ. ಅವರ ಸಮಸ್ಯೆಗಳನ್ನು ಆಲಿಸಿ, ಅವುಗಳನ್ನು ಪರಿಹರಿಸಲು ಶ್ರಮಿಸುವುದು ಈ ಯೋಜನೆಯ ಮುಖ್ಯ ಉದ್ದೇಶವಾಗಿದೆ ಎಂದು ಹಿಎಸ್ಐ ಎನ್. ಬಿ. ಮಾಳಿ ಹೇಳಿದರು. ಸಮೀಪದ ಮುಗಳಿಹಾಳ ಗ್ರಾಮದಲ್ಲಿ ಮನೆ ಮನೆಗೆ ಪೊಲೀಸ್ ಎಂಬ ವಿನೂತನ ಯೋಜನೆಯ ಚಾಲ್ತಿ ಕಾರ್ಯಕ್ರಮವನ್ನು ಮುರಗೋಡ ಸಿಪಿಐ ಅವರು ಮಹಿಳೆಯರೊಂದಿಗೆ ಮಾತನಾಡಿದರು. ಈ ಸಂದರ್ಭದಲ್ಲಿ ನಿಂಗಪ್ಪ ದಳವಾಯಿ, ಯಲ್ಲಪ್ಪ ದಳವಾಯಿ, ಬಸವರಾಜ ದಳವಾಯಿ, ಗ್ರಾಮದ ಹಿರಿಯರು, ಮಹಿಳೆಯರು ಮತ್ತು ಯುವಕರು ಉಪಸ್ಥಿತರಿದ್ದರು. (82, 662, 469, 769)
ganaraya-headline-line2: ನೀಡಲಿ : ಬಿಜೆಪಿ ನಾಯಕ ಕಿರಣ ಜಾಧವ (1059, 179, 1364, 207)
kuvempu-headline-line1: ಕುವೆಂಪು ವಿವಿಯಲ್ಲಿ ಸ್ನಾತಕೋತ್ತರ (571, 1106, 860, 1138)
teacher-headline: ಶಿಕ್ಷಕ ಮಾರುತಿ ದೇಸಾಯಿಗೆ ರಾಜ್ಯಮಟ್ಟದ ಪ್ರಶಸ್ತಿ (82, 993, 351, 1014)
jyoti-award-photo (960, 1414, 1466, 1664)
imprint-rule (79, 2181, 1466, 2183)
bus-stand-body: ಬೆಳಗಾವಿ: ಕೇಂದ್ರ ಬಸ್ ನಿಲ್ದಾಣದಲ್ಲಿ ನಿರ್ಮಾಣಗೊಂಡ ಶ್ರೀ ಗಣೇಶ-ಹನುಮಾನ ಮಂದಿರವನ್ನು ದಕ್ಷಿಣ ಶಾಸಕ ಅಭಯ್ ಪಾಟೀಲ್ ಅವರು ಲೋಕಾರ್ಪಣೆಗೊಳಿಸಿದರು. 2025-26ನೇ ಸಾಲಿನ ಸ್ಥಳೀಯ ಶಾಸಕರ ಅನುದಾನ ಯೋಜನೆಯಡಿ, ಶಾಸಕರಾದ ಅಭಯ ಪಾಟೀಲ ಅವರು ಕೇಂದ್ರ ಬಸ್ ನಿಲ್ದಾಣದಲ್ಲಿರುವ ಹನುಮಾನ ಗಣಪತಿ ಮಂದಿರ ನಿರ್ಮಾಣಕ್ಕಾಗಿ 8 ಲಕ್ಷ ರೂಪಾಯಿ ಅನುದಾನವನ್ನು ಮಂಜೂರು ಮಾಡಿದ್ದಾರೆ. ಈ ಅನುದಾನದ ಮೂಲಕ ಮಂದಿರದ ಅಭಿವೃದ್ಧಿ ಕಾರ್ಯಗಳು ಯಶಸ್ವಿಯಾಗಿ ಪೂರ್ಣಗೊಂಡಿದ್ದು, ಸ್ಥಳೀಯ ಭಕ್ತರ ಸಂತೋಷಕ್ಕೆ ಕಾರಣವಾಗಿದೆ. ನೂತನವಾಗಿ ನಿರ್ಮಿಸಲಾದ ಹನುಮಾನ ಗಣಪತಿ ಮಂದಿರವನ್ನು ಶಾಸಕರಾದ ಅಭಯ ಪಾಟೀಲ ಉದ್ಘಾಟಿಸಿದರು. ಉದ್ಘಾಟನಾ ಸಮಾರಂಭದಲ್ಲಿ ಸ್ಥಳೀಯ ಮುಖಂಡರು, ಭಕ್ತರು ಹಾಗೂ (82, 1404, 424, 1497)
sangolli-team-photo (960, 838, 1466, 1080)
section-rule (481, 1100, 1466, 1101)
imprint-line-3: Belagavi, Kacheri post office Belagavi. No:PMG/KA/NK/BM/743/24-26 (532, 2231, 1012, 2248)
